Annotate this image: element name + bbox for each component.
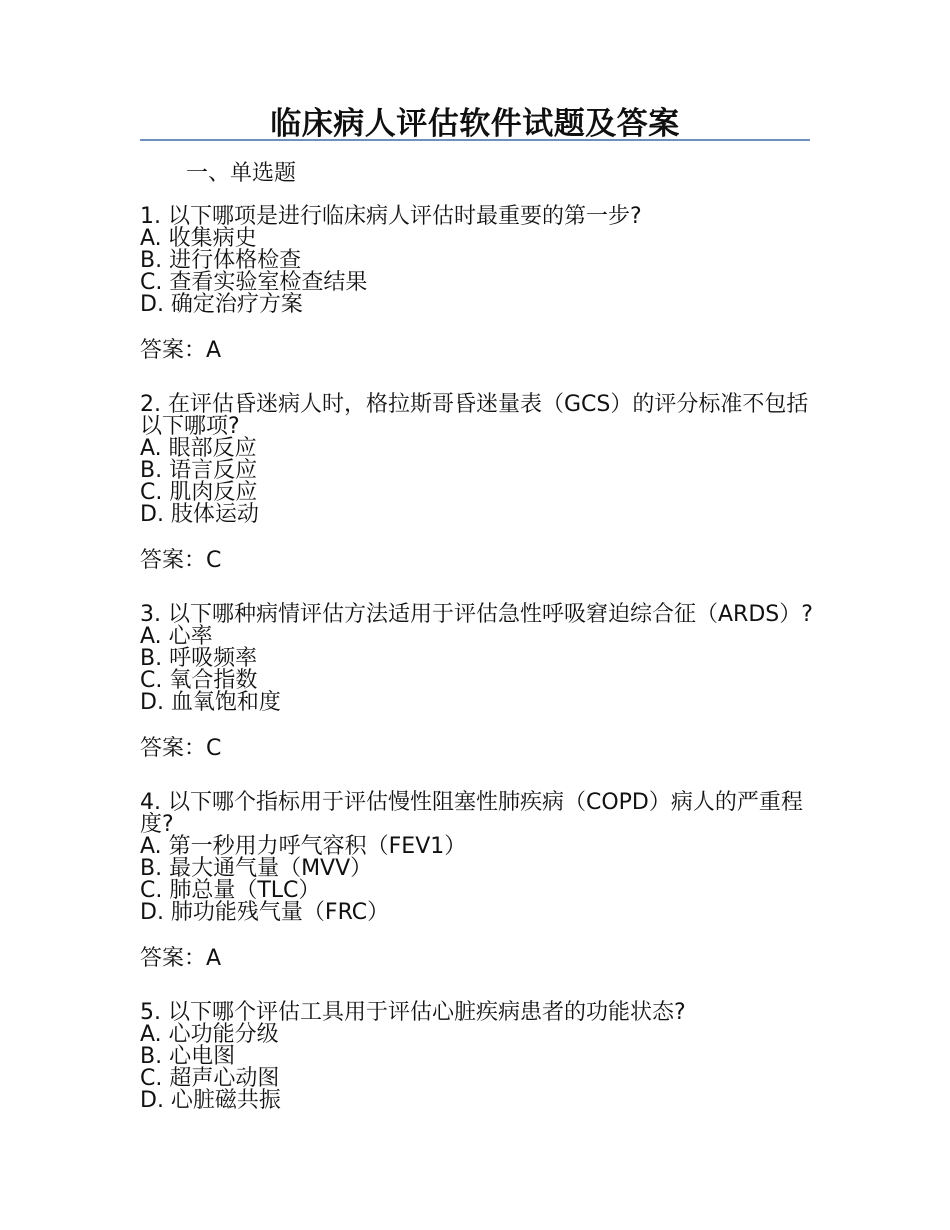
section-heading: 一、单选题 bbox=[186, 161, 297, 186]
question-4 bbox=[140, 786, 820, 970]
option-b: B. 心电图 bbox=[140, 1044, 236, 1069]
question-1 bbox=[140, 200, 820, 362]
option-a: A. 心率 bbox=[140, 624, 213, 649]
question-stem: 1. 以下哪项是进行临床病人评估时最重要的第一步? bbox=[140, 204, 642, 229]
question-5 bbox=[140, 996, 820, 1112]
title-underline bbox=[140, 139, 810, 141]
answer-line: 答案：A bbox=[140, 946, 222, 971]
option-a: A. 眼部反应 bbox=[140, 436, 257, 461]
option-b: B. 语言反应 bbox=[140, 458, 258, 483]
answer-line: 答案：C bbox=[140, 548, 222, 573]
answer-line: 答案：A bbox=[140, 338, 222, 363]
option-c: C. 肺总量（TLC） bbox=[140, 878, 321, 903]
option-b: B. 进行体格检查 bbox=[140, 248, 302, 273]
question-2 bbox=[140, 388, 820, 572]
option-d: D. 肺功能残气量（FRC） bbox=[140, 900, 390, 925]
document-title: 临床病人评估软件试题及答案 bbox=[270, 106, 680, 142]
option-c: C. 超声心动图 bbox=[140, 1066, 280, 1091]
option-c: C. 肌肉反应 bbox=[140, 480, 258, 505]
question-stem: 2. 在评估昏迷病人时，格拉斯哥昏迷量表（GCS）的评分标准不包括以下哪项? bbox=[140, 392, 809, 439]
option-d: D. 心脏磁共振 bbox=[140, 1088, 281, 1113]
question-3 bbox=[140, 598, 820, 760]
answer-line: 答案：C bbox=[140, 736, 222, 761]
question-stem: 3. 以下哪种病情评估方法适用于评估急性呼吸窘迫综合征（ARDS）? bbox=[140, 602, 813, 627]
option-d: D. 血氧饱和度 bbox=[140, 690, 281, 715]
option-c: C. 查看实验室检查结果 bbox=[140, 270, 368, 295]
option-c: C. 氧合指数 bbox=[140, 668, 258, 693]
option-d: D. 确定治疗方案 bbox=[140, 292, 303, 317]
question-stem: 4. 以下哪个指标用于评估慢性阻塞性肺疾病（COPD）病人的严重程度? bbox=[140, 790, 803, 837]
question-list bbox=[140, 200, 820, 1112]
option-a: A. 第一秒用力呼气容积（FEV1） bbox=[140, 834, 467, 859]
option-b: B. 最大通气量（MVV） bbox=[140, 856, 373, 881]
option-a: A. 心功能分级 bbox=[140, 1022, 279, 1047]
option-a: A. 收集病史 bbox=[140, 226, 257, 251]
question-stem: 5. 以下哪个评估工具用于评估心脏疾病患者的功能状态? bbox=[140, 1000, 686, 1025]
option-b: B. 呼吸频率 bbox=[140, 646, 258, 671]
option-d: D. 肢体运动 bbox=[140, 502, 259, 527]
